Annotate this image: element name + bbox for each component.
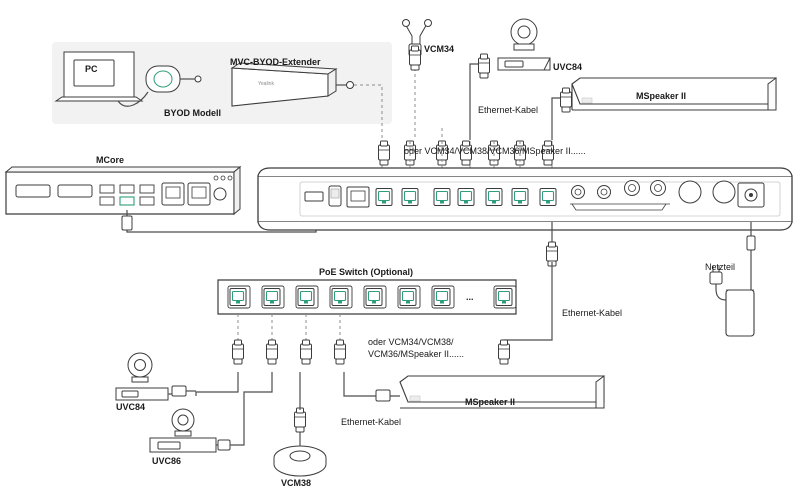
- mspeaker-bottom-label: MSpeaker II: [465, 397, 516, 407]
- svg-text:Yealink: Yealink: [258, 81, 274, 87]
- pc-label: PC: [85, 64, 98, 74]
- ethernet-bottom-label: Ethernet-Kabel: [341, 417, 402, 427]
- or-mid-label-2: VCM36/MSpeaker II......: [368, 349, 465, 359]
- netzteil-label: Netzteil: [705, 262, 736, 272]
- uvc86-bottom-label: UVC86: [152, 456, 182, 466]
- poe-dots-label: ...: [466, 292, 474, 302]
- byod-extender-label: MVC-BYOD-Extender: [230, 57, 321, 67]
- mcore-label: MCore: [96, 155, 125, 165]
- or-mid-label: oder VCM34/VCM38/: [368, 337, 454, 347]
- mspeaker-top-label: MSpeaker II: [636, 91, 687, 101]
- uvc84-top-label: UVC84: [553, 62, 583, 72]
- poe-switch-label: PoE Switch (Optional): [319, 267, 413, 277]
- ethernet-top-label: Ethernet-Kabel: [478, 105, 539, 115]
- vcm38-bottom-label: VCM38: [281, 478, 312, 488]
- vcm34-top-label: VCM34: [424, 44, 455, 54]
- or-top-label: oder VCM34/VCM38/VCM36/MSpeaker II......: [404, 146, 586, 156]
- byod-model-label: BYOD Modell: [164, 108, 222, 118]
- uvc84-bottom-label: UVC84: [116, 402, 146, 412]
- ethernet-right-label: Ethernet-Kabel: [562, 308, 623, 318]
